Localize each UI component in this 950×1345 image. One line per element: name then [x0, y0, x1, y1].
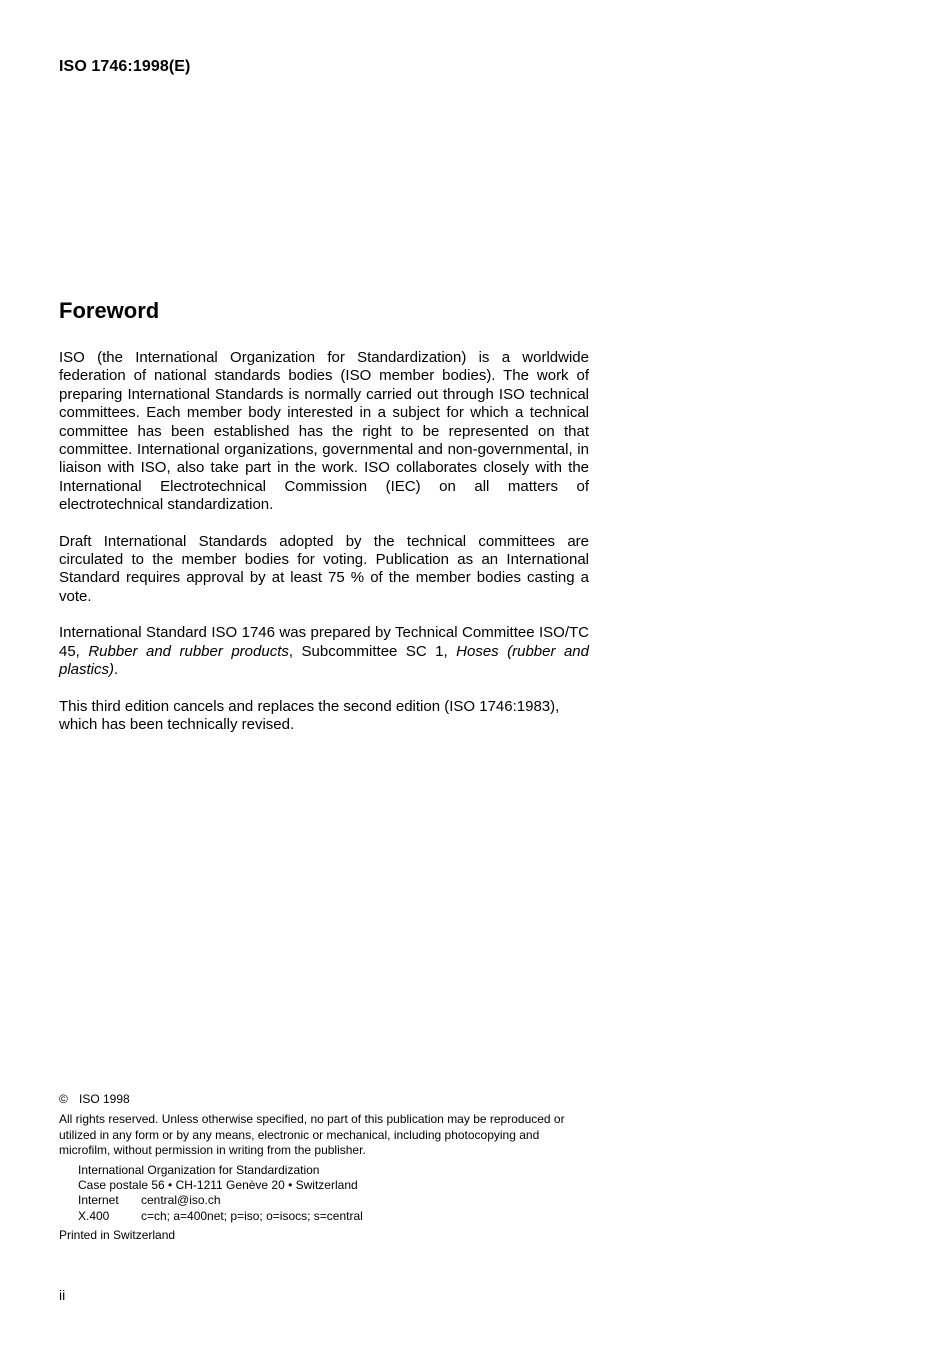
publisher-name: International Organization for Standardization — [78, 1162, 320, 1177]
foreword-paragraph-4: This third edition cancels and replaces the second edition (ISO 1746:1983), which has been technically revised. — [59, 697, 560, 733]
x400-row — [78, 1209, 589, 1224]
page-number: ii — [59, 1287, 66, 1303]
foreword-title: Foreword — [59, 298, 160, 323]
internet-value: central@iso.ch — [141, 1193, 221, 1208]
printed-in: Printed in Switzerland — [59, 1228, 176, 1243]
copyright-year: ISO 1998 — [79, 1092, 130, 1106]
p3-subcommittee-title: Hoses (rubber and plastics) — [59, 642, 589, 679]
copyright-line — [59, 1092, 589, 1107]
foreword-paragraph-2: Draft International Standards adopted by the technical committees are circulated to the member bodies for voting. Publication as an International Standard requires approval by at least 75 % of the member bodies casting a vote. — [59, 532, 589, 605]
rights-statement: All rights reserved. Unless otherwise specified, no part of this publication may be reproduced or utilized in any form or by any means, electronic or mechanical, including photocopying and microfilm, without permission in writing from the publisher. — [59, 1112, 565, 1158]
foreword-body — [59, 349, 589, 752]
foreword-paragraph-3 — [59, 624, 589, 679]
x400-value: c=ch; a=400net; p=iso; o=isocs; s=central — [141, 1208, 363, 1223]
copyright-icon: © — [59, 1092, 68, 1106]
foreword-paragraph-1: ISO (the International Organization for Standardization) is a worldwide federation of national standards bodies (ISO member bodies). The work of preparing International Standards is normally carried out through ISO technical committees. Each member body interested in a subject for which a technical committee has been established has the right to be represented on that committee. International organizations, governmental and non-governmental, in liaison with ISO, also take part in the work. ISO collaborates closely with the International Electrotechnical Commission (IEC) on all matters of electrotechnical standardization. — [59, 349, 589, 514]
p3-committee-title: Rubber and rubber products — [88, 642, 289, 660]
publisher-address — [59, 1163, 589, 1225]
internet-label: Internet — [78, 1193, 119, 1208]
copyright-block — [59, 1092, 589, 1244]
p3-text-3: . — [114, 661, 119, 679]
document-id: ISO 1746:1998(E) — [59, 58, 191, 75]
x400-label: X.400 — [78, 1208, 110, 1223]
internet-row — [78, 1193, 589, 1208]
p3-text-2: , Subcommittee SC 1, — [288, 642, 457, 660]
p3-text-1: International Standard ISO 1746 was prepared by Technical Committee ISO/TC 45, — [59, 624, 589, 660]
postal-address: Case postale 56 • CH-1211 Genève 20 • Switzerland — [78, 1178, 358, 1193]
